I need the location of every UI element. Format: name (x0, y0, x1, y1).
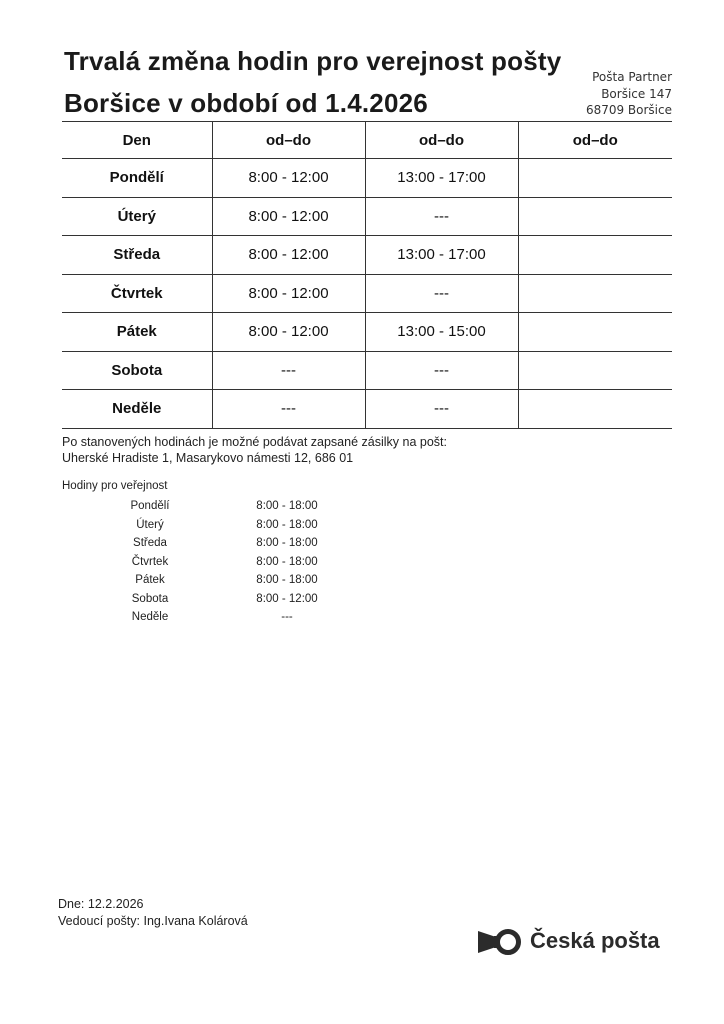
row-slot-3 (518, 159, 672, 198)
hours-day: Středa (133, 537, 167, 549)
hours-time: 8:00 - 18:00 (256, 518, 318, 531)
hours-time: 8:00 - 18:00 (256, 500, 318, 512)
hours-table (62, 121, 672, 429)
row-slot-3 (518, 313, 672, 352)
row-slot-1: --- (212, 351, 365, 390)
row-day: Čtvrtek (62, 274, 212, 313)
row-slot-3 (518, 390, 672, 429)
table-row (62, 390, 672, 429)
row-day: Úterý (62, 197, 212, 236)
date-value: 12.2.2026 (87, 897, 144, 911)
row-day: Středa (62, 236, 212, 275)
row-slot-2: --- (365, 197, 518, 236)
hours-day: Pátek (135, 574, 165, 586)
row-slot-1: 8:00 - 12:00 (212, 274, 365, 313)
manager-label: Vedoucí pošty: (58, 914, 141, 928)
note-line-2: Uherské Hradiste 1, Masarykovo námesti 12, 686 01 (62, 451, 354, 465)
title-line-2: Boršice v období od 1.4.2026 (64, 88, 428, 118)
row-slot-1: 8:00 - 12:00 (212, 197, 365, 236)
table-row (62, 313, 672, 352)
dropoff-note (62, 434, 447, 466)
row-day: Neděle (62, 390, 212, 429)
row-day: Sobota (62, 351, 212, 390)
footer-date (58, 897, 144, 911)
row-slot-1: 8:00 - 12:00 (212, 313, 365, 352)
header-day: Den (62, 122, 212, 159)
stamp-line-3: 68709 Boršice (585, 103, 672, 117)
table-row (62, 236, 672, 275)
hours-day: Úterý (136, 518, 164, 531)
row-slot-2: --- (365, 274, 518, 313)
row-slot-1: --- (212, 390, 365, 429)
hours-day: Čtvrtek (131, 555, 169, 568)
row-slot-2: 13:00 - 17:00 (365, 159, 518, 198)
stamp-line-1: Pošta Partner (592, 70, 672, 84)
hours-time: 8:00 - 12:00 (256, 592, 318, 605)
stamp-line-2: Boršice 147 (601, 87, 672, 101)
hours-time: 8:00 - 18:00 (256, 574, 318, 586)
row-slot-1: 8:00 - 12:00 (212, 236, 365, 275)
manager-name: Ing.Ivana Kolárová (143, 914, 248, 928)
table-row (62, 159, 672, 198)
hours-time: 8:00 - 18:00 (256, 555, 318, 568)
hours-day: Sobota (131, 592, 169, 605)
logo-text: Česká pošta (530, 928, 660, 953)
table-row (62, 351, 672, 390)
row-slot-2: 13:00 - 17:00 (365, 236, 518, 275)
row-slot-1: 8:00 - 12:00 (212, 159, 365, 198)
header-slot-1: od–do (212, 122, 365, 159)
note-line-1: Po stanovených hodinách je možné podávat zapsané zásilky na pošt: (62, 435, 447, 449)
horn-icon (476, 927, 522, 955)
header-slot-3: od–do (572, 131, 618, 149)
row-slot-3 (518, 351, 672, 390)
table-header-row (62, 122, 672, 159)
table-row (62, 274, 672, 313)
row-slot-3 (518, 197, 672, 236)
hours-day: Neděle (131, 611, 169, 623)
row-day: Pátek (62, 313, 212, 352)
public-hours-times (237, 497, 337, 627)
row-slot-3 (518, 274, 672, 313)
row-slot-2: --- (365, 390, 518, 429)
header-slot-2: od–do (365, 122, 518, 159)
row-slot-2: --- (365, 351, 518, 390)
public-hours-title: Hodiny pro veřejnost (62, 480, 168, 492)
title-line-1: Trvalá změna hodin pro verejnost pošty (64, 46, 562, 76)
date-label: Dne: (58, 897, 85, 911)
table-row (62, 197, 672, 236)
hours-time: 8:00 - 18:00 (256, 537, 318, 549)
footer-manager (58, 914, 248, 928)
row-slot-2: 13:00 - 15:00 (365, 313, 518, 352)
hours-time: --- (281, 611, 293, 623)
hours-day: Pondělí (130, 500, 170, 512)
row-slot-3 (518, 236, 672, 275)
row-day: Pondělí (62, 159, 212, 198)
public-hours-days (100, 497, 200, 627)
ceska-posta-logo (476, 924, 660, 958)
